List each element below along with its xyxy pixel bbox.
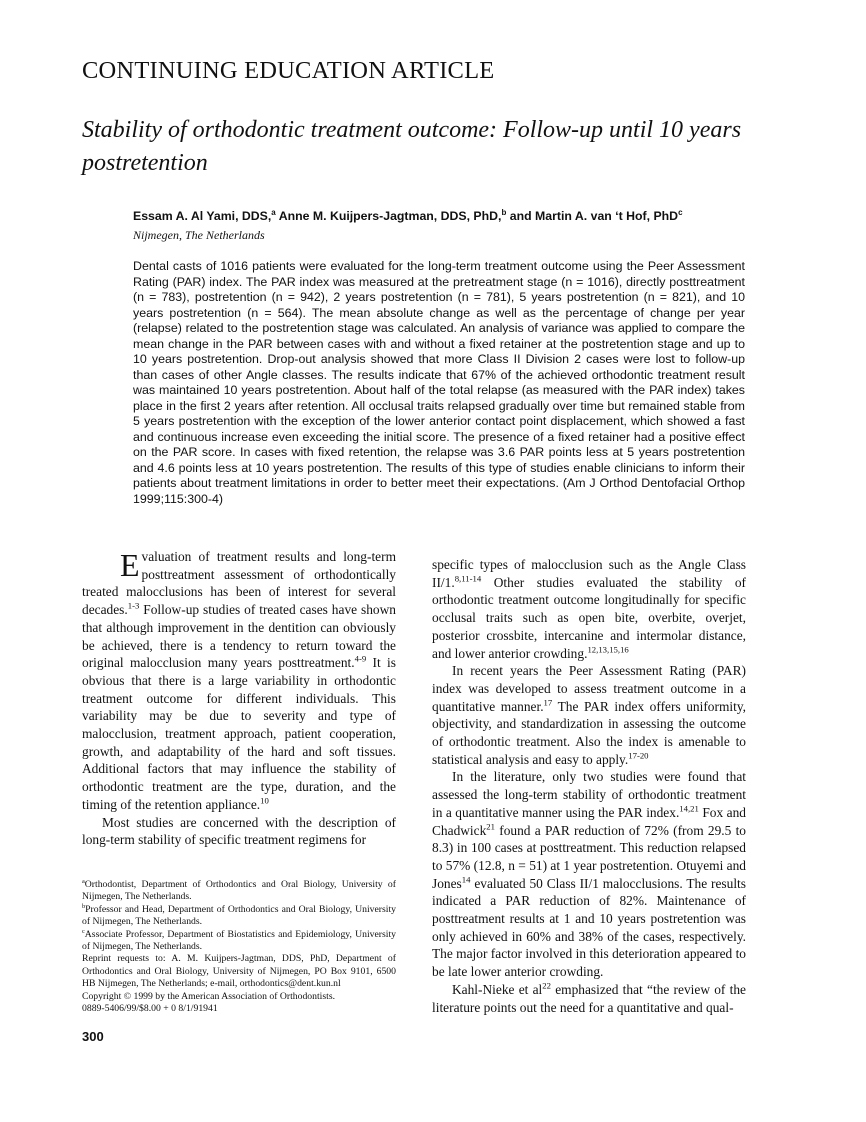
reference-superscript: 8,11-14: [454, 573, 482, 584]
text-run: Most studies are concerned with the description of long-term stability of specific treatment regimens for: [82, 814, 396, 848]
footnote: [82, 879, 396, 904]
reference-superscript: 14: [461, 874, 471, 885]
text-run: Essam A. Al Yami, DDS,: [133, 209, 272, 223]
reference-superscript: 12,13,15,16: [587, 644, 629, 655]
paragraph: [82, 548, 396, 814]
footnotes: [82, 879, 396, 1015]
text-run: Associate Professor, Department of Biostatistics and Epidemiology, University of Nijmegen, The Netherlands.: [82, 928, 396, 953]
author-list: [133, 209, 683, 223]
text-run: In the literature, only two studies were found that assessed the long-term stability of orthodontic treatment in a quantitative manner using the PAR index.: [432, 769, 746, 820]
reference-superscript: 17: [543, 697, 553, 708]
text-run: Follow-up studies of treated cases have shown that although improvement in the dentition can obviously be achieved, there is a tendency to return toward the original malocclusion many years posttreatment.: [82, 602, 396, 671]
footnote: [82, 953, 396, 990]
body-column-left: [82, 548, 396, 849]
text-run: found a PAR reduction of 72% (from 29.5 to 8.3) in 100 cases at posttreatment. This reduction relapsed to 57% (12.8, n = 51) at 1 year postretention. Otuyemi and Jones: [432, 822, 746, 891]
reference-superscript: c: [82, 927, 85, 935]
text-run: Reprint requests to: A. M. Kuijpers-Jagtman, DDS, PhD, Department of Orthodontics and Oral Biology, University of Nijmegen, PO Box 9101, 6500 HB Nijmegen, The Netherlands; e-mail, orthodontics@dent.kun.nl: [82, 953, 396, 990]
reference-superscript: 14,21: [679, 803, 699, 814]
text-run: Kahl-Nieke et al: [452, 981, 543, 997]
affiliation: Nijmegen, The Netherlands: [133, 228, 265, 242]
reference-superscript: a: [82, 877, 85, 885]
paragraph: [432, 981, 746, 1016]
paragraph-text: [82, 549, 396, 812]
reference-superscript: c: [678, 207, 683, 217]
text-run: Copyright © 1999 by the American Association of Orthodontists.: [82, 990, 336, 1002]
abstract: Dental casts of 1016 patients were evaluated for the long-term treatment outcome using the Peer Assessment Rating (PAR) index. The PAR index was measured at the pretreatment stage (n = 1016), directly posttreatment (n = 783), postretention (n = 942), 2 years postretention (n = 781), 5 years postretention (n = 821), and 10 years postretention (n = 564). The mean absolute change as well as the percentage of change per year (relapse) related to the postretention stage was calculated. An analysis of variance was applied to compare the mean change in the PAR between cases with and without a fixed retainer at the postretention stage and up to 10 years postretention. Drop-out analysis showed that more Class II Division 2 cases were lost to follow-up than cases of other Angle classes. The results indicate that 67% of the achieved orthodontic treatment result was maintained 10 years postretention. About half of the total relapse (as measured with the PAR index) takes place in the first 2 years after retention. All occlusal traits relapsed gradually over time but remained stable from 5 years postretention with the exception of the lower anterior contact point displacement, which showed a fast and continuous increase even exceeding the initial score. The presence of a fixed retainer had a positive effect on the PAR score. In cases with fixed retention, the relapse was 3.6 PAR points less at 5 years postretention and 4.6 points less at 10 years postretention. The results of this type of studies enable clinicians to inform their patients about treatment limitations in order to better meet their expectations. (Am J Orthod Dentofacial Orthop 1999;115:300-4): [133, 259, 745, 506]
footnote: [82, 904, 396, 929]
text-run: Professor and Head, Department of Orthodontics and Oral Biology, University of Nijmegen, The Netherlands.: [82, 903, 396, 928]
text-run: In recent years the Peer Assessment Rating (PAR) index was developed to assess treatment outcome in a quantitative manner.: [432, 663, 746, 714]
reference-superscript: 10: [260, 795, 269, 806]
text-run: The PAR index offers uniformity, objectivity, and standardization in assessing the outcome of orthodontic treatment. Also the index is amenable to statistical analysis and easy to apply.: [432, 698, 746, 767]
paragraph: [432, 768, 746, 980]
reference-superscript: 1-3: [127, 600, 140, 611]
page-number: 300: [82, 1029, 104, 1044]
text-run: It is obvious that there is a large variability in orthodontic treatment outcome for different individuals. This variability may be due to severity and type of malocclusion, treatment approach, patient cooperation, growth, and adaptability of the hard and soft tissues. Additional factors that may influence the stability of orthodontic treatment are the type, duration, and the timing of the retention appliance.: [82, 655, 396, 812]
text-run: valuation of treatment results and long-term posttreatment assessment of orthodontically treated malocclusions has been of interest for several decades.: [82, 549, 396, 618]
text-run: and Martin A. van ‘t Hof, PhD: [506, 209, 679, 223]
text-run: Fox and Chadwick: [432, 804, 746, 838]
reference-superscript: a: [271, 207, 276, 217]
reference-superscript: 17-20: [628, 750, 649, 761]
body-column-right: [432, 556, 746, 1016]
footnote: [82, 1003, 396, 1015]
text-run: 0889-5406/99/$8.00 + 0 8/1/91941: [82, 1003, 218, 1015]
drop-cap: E: [120, 547, 140, 583]
paragraph: [82, 814, 396, 849]
section-heading: CONTINUING EDUCATION ARTICLE: [82, 57, 495, 84]
reference-superscript: 22: [542, 980, 551, 991]
footnote: [82, 929, 396, 954]
text-run: emphasized that “the review of the literature points out the need for a quantitative and qual-: [432, 981, 746, 1015]
reference-superscript: b: [82, 902, 86, 910]
text-run: evaluated 50 Class II/1 malocclusions. The results indicated a PAR reduction of 82%. Maintenance of posttreatment results at 1 and 10 years postretention was only achieved in 60% and 38% of the cases, respectively. The major factor involved in this deterioration appeared to be late lower anterior crowding.: [432, 875, 746, 980]
paragraph: [432, 556, 746, 662]
article-title: Stability of orthodontic treatment outcome: Follow-up until 10 years postretention: [82, 117, 742, 176]
text-run: specific types of malocclusion such as the Angle Class II/1.: [432, 557, 746, 590]
text-run: Anne M. Kuijpers-Jagtman, DDS, PhD,: [275, 209, 502, 223]
reference-superscript: b: [501, 207, 507, 217]
text-run: Orthodontist, Department of Orthodontics and Oral Biology, University of Nijmegen, The Netherlands.: [82, 879, 396, 903]
footnote: [82, 991, 396, 1003]
reference-superscript: 21: [486, 821, 495, 832]
reference-superscript: 4-9: [354, 653, 367, 664]
text-run: Other studies evaluated the stability of orthodontic treatment outcome longitudinally for specific occlusal traits such as open bite, overbite, overjet, posterior crossbite, intercanine and intermolar distance, and lower anterior crowding.: [432, 574, 746, 661]
paragraph: [432, 662, 746, 768]
